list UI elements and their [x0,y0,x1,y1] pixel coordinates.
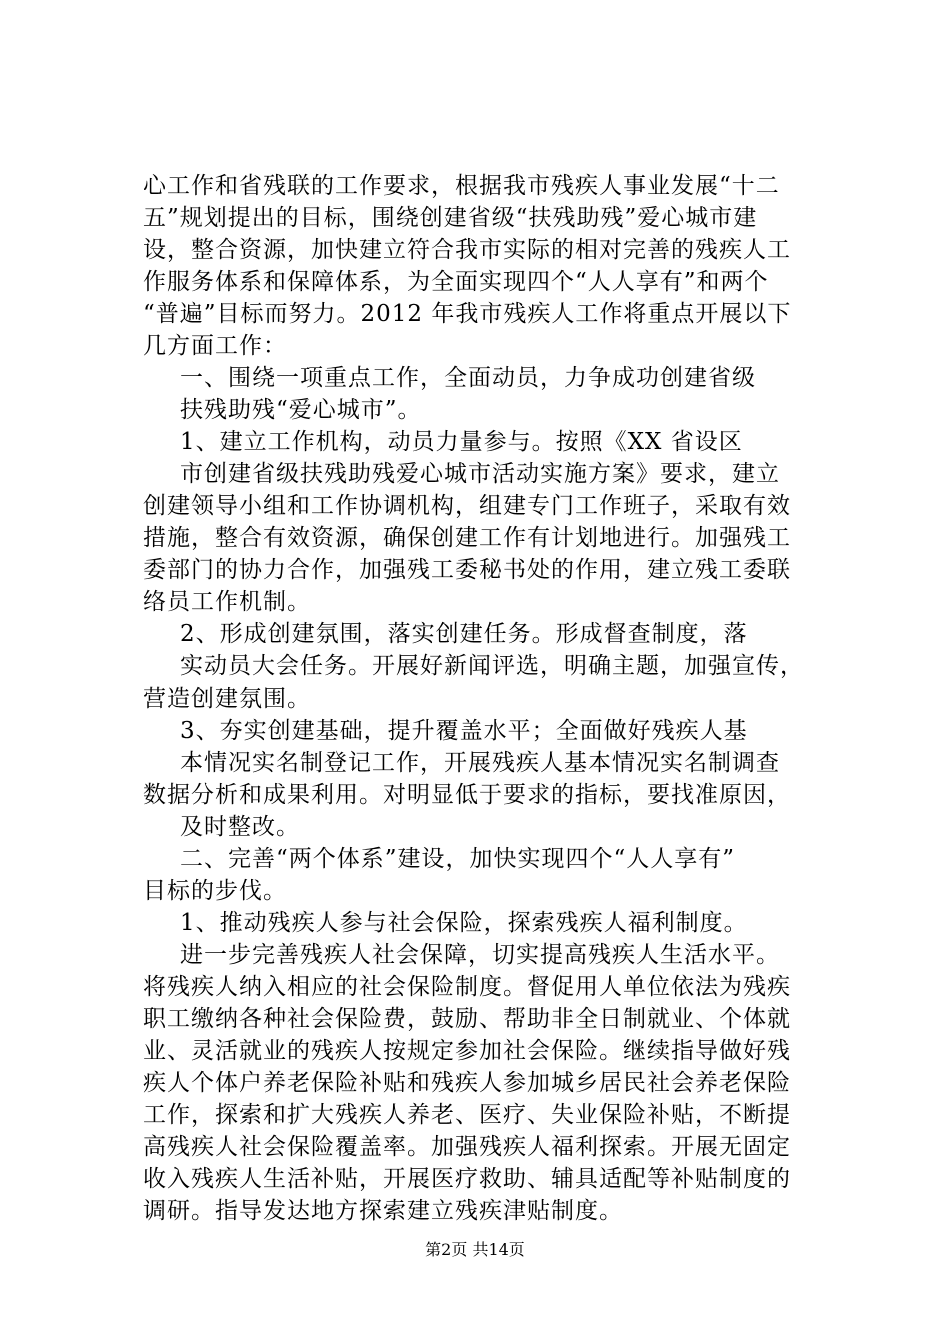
text-line: 几方面工作： [143,333,287,359]
subsection-heading: 1、推动残疾人参与社会保险，探索残疾人福利制度。 [180,910,748,936]
subsection-heading: 3、夯实创建基础，提升覆盖水平；全面做好残疾人基 [180,718,748,744]
text-line: 目标的步伐。 [143,878,287,904]
subsection-heading: 2、形成创建氛围，落实创建任务。形成督查制度，落 [180,621,748,647]
text-line: 市创建省级扶残助残爱心城市活动实施方案》要求，建立 [180,461,780,487]
subsection-heading: 1、建立工作机构，动员力量参与。按照《XX 省设区 [180,429,743,455]
text-line: 设，整合资源，加快建立符合我市实际的相对完善的残疾人工 [143,237,791,263]
text-line: “普遍”目标而努力。2012 年我市残疾人工作将重点开展以下 [143,301,792,327]
text-line: 将残疾人纳入相应的社会保险制度。督促用人单位依法为残疾 [143,974,791,1000]
text-line: 心工作和省残联的工作要求，根据我市残疾人事业发展“十二 [143,173,780,199]
text-line: 创建领导小组和工作协调机构，组建专门工作班子，采取有效 [143,493,791,519]
text-line: 及时整改。 [180,814,300,840]
text-line: 收入残疾人生活补贴，开展医疗救助、辅具适配等补贴制度的 [143,1166,791,1192]
text-line: 高残疾人社会保险覆盖率。加强残疾人福利探索。开展无固定 [143,1134,791,1160]
text-line: 营造创建氛围。 [143,686,311,712]
text-line: 工作，探索和扩大残疾人养老、医疗、失业保险补贴，不断提 [143,1102,791,1128]
text-line: 数据分析和成果利用。对明显低于要求的指标，要找准原因， [143,782,791,808]
text-line: 本情况实名制登记工作，开展残疾人基本情况实名制调查 [180,750,780,776]
text-line: 委部门的协力合作，加强残工委秘书处的作用，建立残工委联 [143,557,791,583]
text-line: 进一步完善残疾人社会保障，切实提高残疾人生活水平。 [180,942,780,968]
section-heading: 一、围绕一项重点工作，全面动员，力争成功创建省级 [180,365,756,391]
page-footer: 第2页 共14页 [425,1240,525,1259]
text-line: 五”规划提出的目标，围绕创建省级“扶残助残”爱心城市建 [143,205,758,231]
text-line: 疾人个体户养老保险补贴和残疾人参加城乡居民社会养老保险 [143,1070,791,1096]
text-line: 业、灵活就业的残疾人按规定参加社会保险。继续指导做好残 [143,1038,791,1064]
text-line: 扶残助残“爱心城市”。 [180,397,422,423]
text-line: 职工缴纳各种社会保险费，鼓励、帮助非全日制就业、个体就 [143,1006,791,1032]
text-line: 实动员大会任务。开展好新闻评选，明确主题，加强宣传， [180,653,804,679]
text-line: 措施，整合有效资源，确保创建工作有计划地进行。加强残工 [143,525,791,551]
text-line: 络员工作机制。 [143,589,311,615]
section-heading: 二、完善“两个体系”建设，加快实现四个“人人享有” [180,846,736,872]
text-line: 调研。指导发达地方探索建立残疾津贴制度。 [143,1198,623,1224]
text-line: 作服务体系和保障体系，为全面实现四个“人人享有”和两个 [143,269,769,295]
